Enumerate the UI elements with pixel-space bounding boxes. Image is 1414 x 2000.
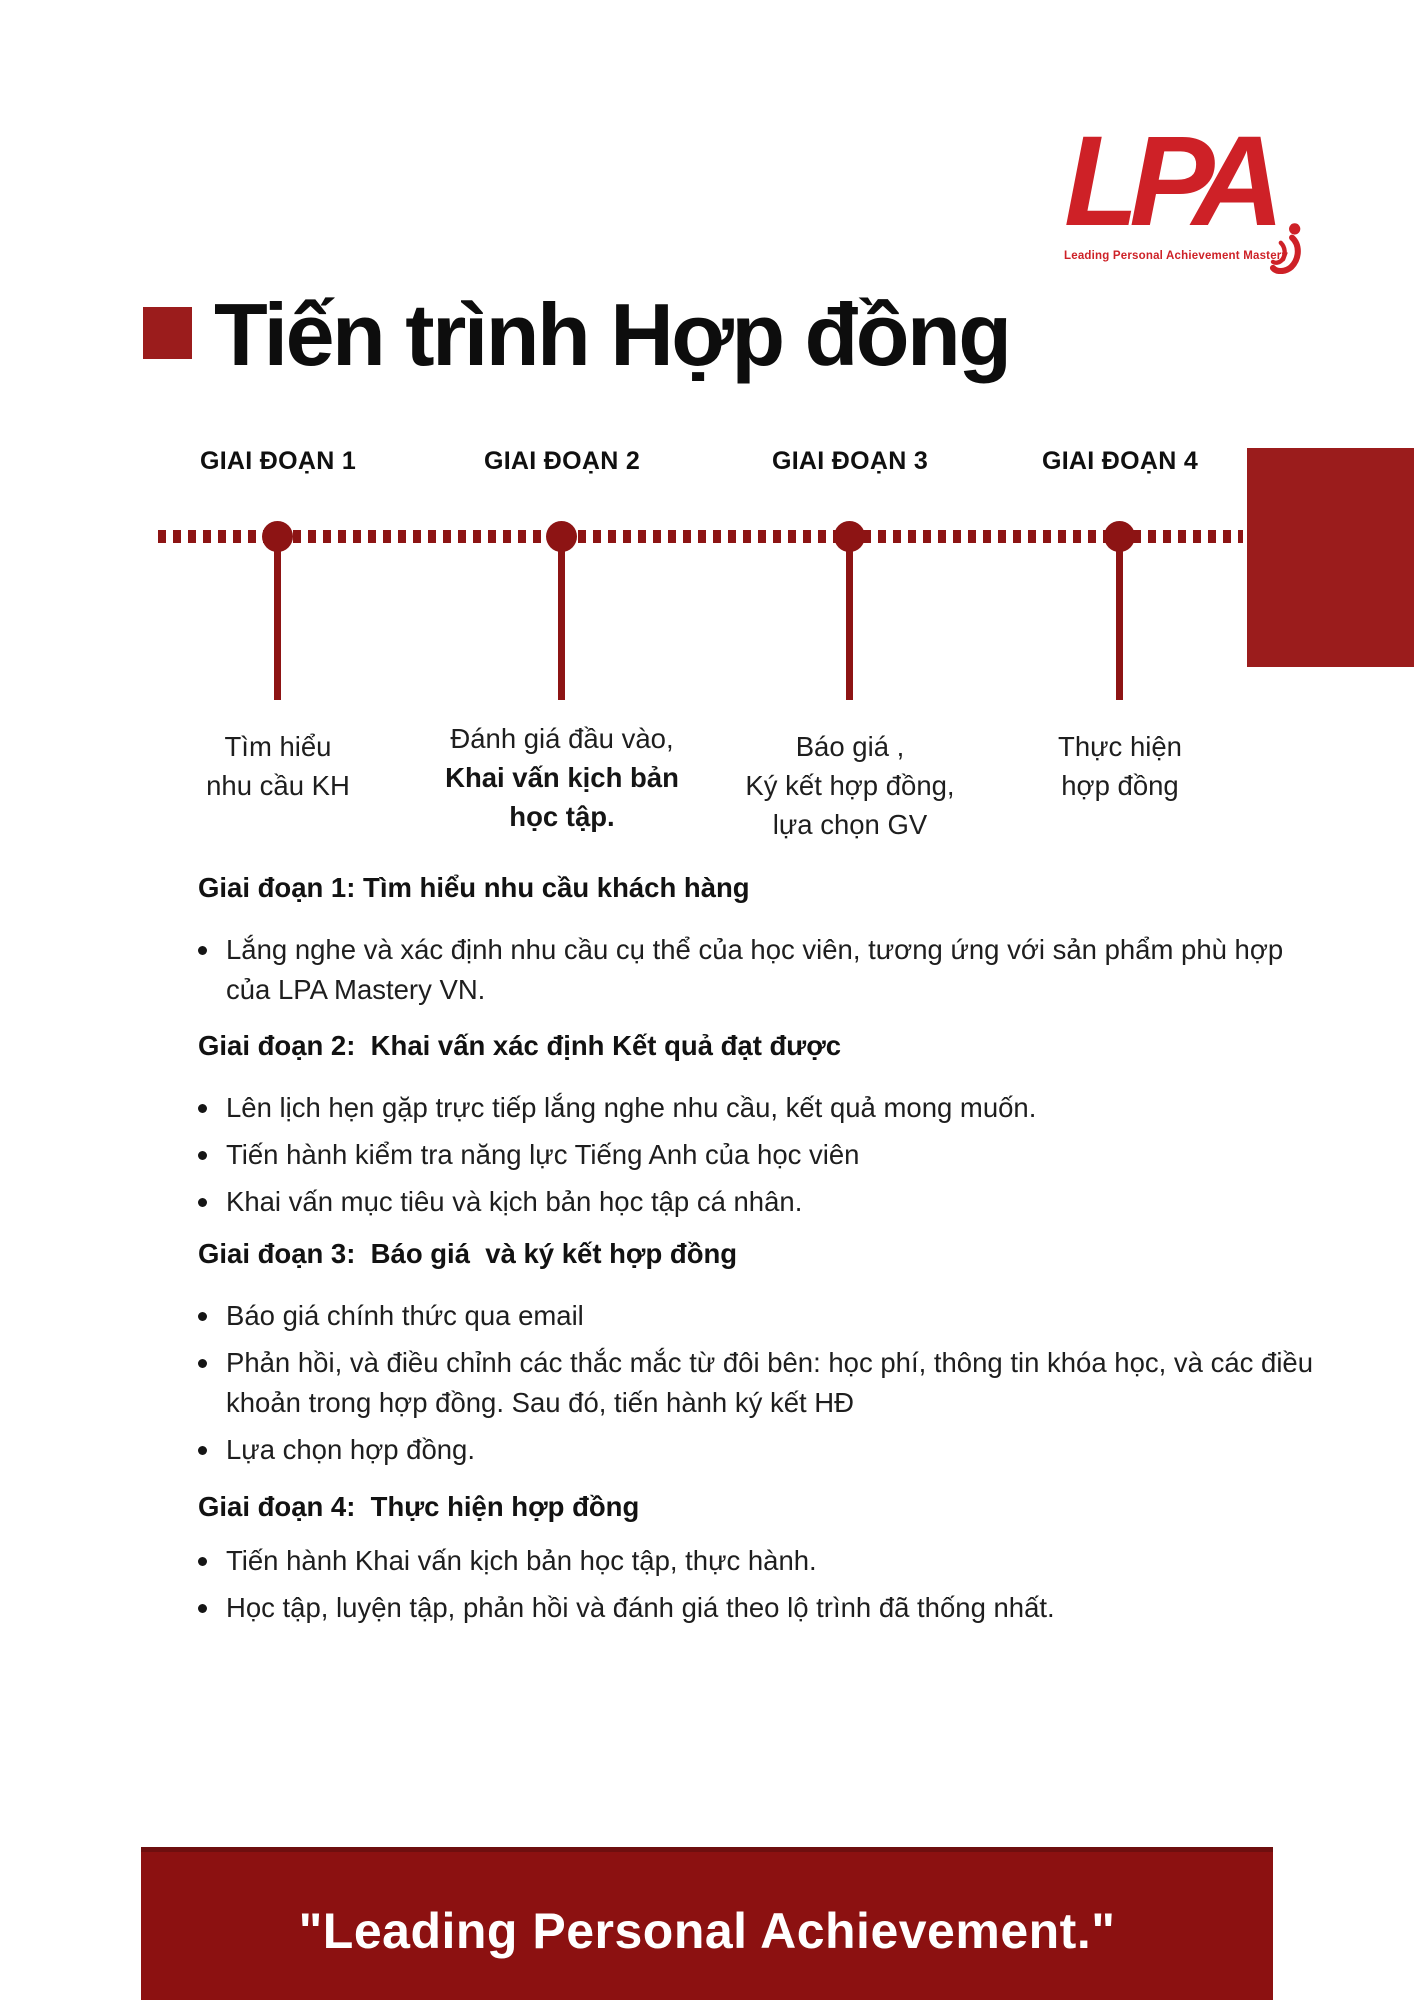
logo-letter: L bbox=[1064, 110, 1130, 253]
bullet-item bbox=[198, 1541, 1358, 1581]
section-heading: Giai đoạn 3: Báo giá và ký kết hợp đồng bbox=[198, 1238, 738, 1269]
title-bullet-square bbox=[143, 307, 192, 359]
bullet-dot-icon bbox=[198, 1604, 207, 1613]
bullet-text: Học tập, luyện tập, phản hồi và đánh giá theo lộ trình đã thống nhất. bbox=[226, 1592, 1055, 1623]
bullet-item bbox=[198, 1296, 1358, 1336]
bullet-dot-icon bbox=[198, 1104, 207, 1113]
section-stage-3 bbox=[198, 1236, 1358, 1477]
stage-summary-line: nhu cầu KH bbox=[206, 770, 350, 801]
bullet-list bbox=[198, 1296, 1358, 1470]
stage-summary-line: Khai vấn kịch bản bbox=[445, 762, 679, 793]
bullet-list bbox=[198, 930, 1358, 1010]
bullet-dot-icon bbox=[198, 1557, 207, 1566]
section-heading: Giai đoạn 4: Thực hiện hợp đồng bbox=[198, 1491, 640, 1522]
logo-tagline: Leading Personal Achievement Mastery bbox=[1064, 250, 1289, 262]
timeline-stem-4 bbox=[1116, 536, 1123, 700]
bullet-item bbox=[198, 1135, 1358, 1175]
stage-summary-4 bbox=[955, 719, 1285, 805]
page-title: Tiến trình Hợp đồng bbox=[214, 285, 1010, 384]
timeline-stem-2 bbox=[558, 536, 565, 700]
lpa-logo bbox=[1064, 110, 1312, 262]
decorative-red-square bbox=[1247, 448, 1414, 667]
logo-letter: A bbox=[1192, 110, 1272, 253]
bullet-text: Tiến hành Khai vấn kịch bản học tập, thực hành. bbox=[226, 1545, 817, 1576]
stage-summary-line: Đánh giá đầu vào, bbox=[450, 723, 674, 754]
bullet-dot-icon bbox=[198, 1198, 207, 1207]
bullet-text: Lên lịch hẹn gặp trực tiếp lắng nghe nhu cầu, kết quả mong muốn. bbox=[226, 1092, 1037, 1123]
stage-summary-line: Tìm hiểu bbox=[224, 731, 332, 762]
timeline-stem-1 bbox=[274, 536, 281, 700]
bullet-text: Phản hồi, và điều chỉnh các thắc mắc từ đôi bên: học phí, thông tin khóa học, và các điều khoản trong hợp đồng. Sau đó, tiến hành ký kết HĐ bbox=[226, 1347, 1321, 1418]
section-heading: Giai đoạn 2: Khai vấn xác định Kết quả đạt được bbox=[198, 1030, 842, 1061]
bullet-text: Báo giá chính thức qua email bbox=[226, 1300, 584, 1331]
timeline-stem-3 bbox=[846, 536, 853, 700]
section-heading: Giai đoạn 1: Tìm hiểu nhu cầu khách hàng bbox=[198, 872, 750, 903]
timeline-dotted-line bbox=[158, 530, 1243, 543]
bullet-dot-icon bbox=[198, 1312, 207, 1321]
bullet-item bbox=[198, 1343, 1358, 1423]
bullet-list bbox=[198, 1541, 1358, 1628]
section-stage-2 bbox=[198, 1028, 1358, 1229]
bullet-item bbox=[198, 930, 1358, 1010]
bullet-item bbox=[198, 1088, 1358, 1128]
stage-summary-line: hợp đồng bbox=[1061, 770, 1179, 801]
stage-summary-line: Ký kết hợp đồng, bbox=[745, 770, 955, 801]
stage-label-2: GIAI ĐOẠN 2 bbox=[483, 447, 641, 475]
bullet-dot-icon bbox=[198, 1446, 207, 1455]
footer-banner bbox=[141, 1847, 1273, 2000]
stage-summary-1 bbox=[113, 719, 443, 805]
stage-summary-line: Báo giá , bbox=[795, 731, 905, 762]
stage-label-4: GIAI ĐOẠN 4 bbox=[1041, 447, 1199, 475]
bullet-text: Khai vấn mục tiêu và kịch bản học tập cá nhân. bbox=[226, 1186, 803, 1217]
logo-swoosh-person-icon bbox=[1268, 222, 1304, 274]
bullet-list bbox=[198, 1088, 1358, 1222]
stage-summary-2 bbox=[397, 719, 727, 836]
logo-letter: P bbox=[1129, 110, 1193, 253]
stage-label-1: GIAI ĐOẠN 1 bbox=[199, 447, 357, 475]
bullet-text: Lựa chọn hợp đồng. bbox=[226, 1434, 475, 1465]
stage-summary-line: lựa chọn GV bbox=[772, 809, 928, 840]
stage-summary-line: học tập. bbox=[509, 801, 615, 832]
section-stage-4 bbox=[198, 1489, 1358, 1635]
bullet-item bbox=[198, 1588, 1358, 1628]
bullet-item bbox=[198, 1182, 1358, 1222]
footer-quote: "Leading Personal Achievement." bbox=[298, 1903, 1116, 1959]
stage-label-3: GIAI ĐOẠN 3 bbox=[771, 447, 929, 475]
bullet-item bbox=[198, 1430, 1358, 1470]
stage-summary-line: Thực hiện bbox=[1058, 731, 1182, 762]
bullet-text: Lắng nghe và xác định nhu cầu cụ thể của học viên, tương ứng với sản phẩm phù hợp của LPA Mastery VN. bbox=[226, 934, 1291, 1005]
bullet-dot-icon bbox=[198, 946, 207, 955]
section-stage-1 bbox=[198, 870, 1358, 1017]
bullet-dot-icon bbox=[198, 1359, 207, 1368]
bullet-dot-icon bbox=[198, 1151, 207, 1160]
bullet-text: Tiến hành kiểm tra năng lực Tiếng Anh của học viên bbox=[226, 1139, 860, 1170]
